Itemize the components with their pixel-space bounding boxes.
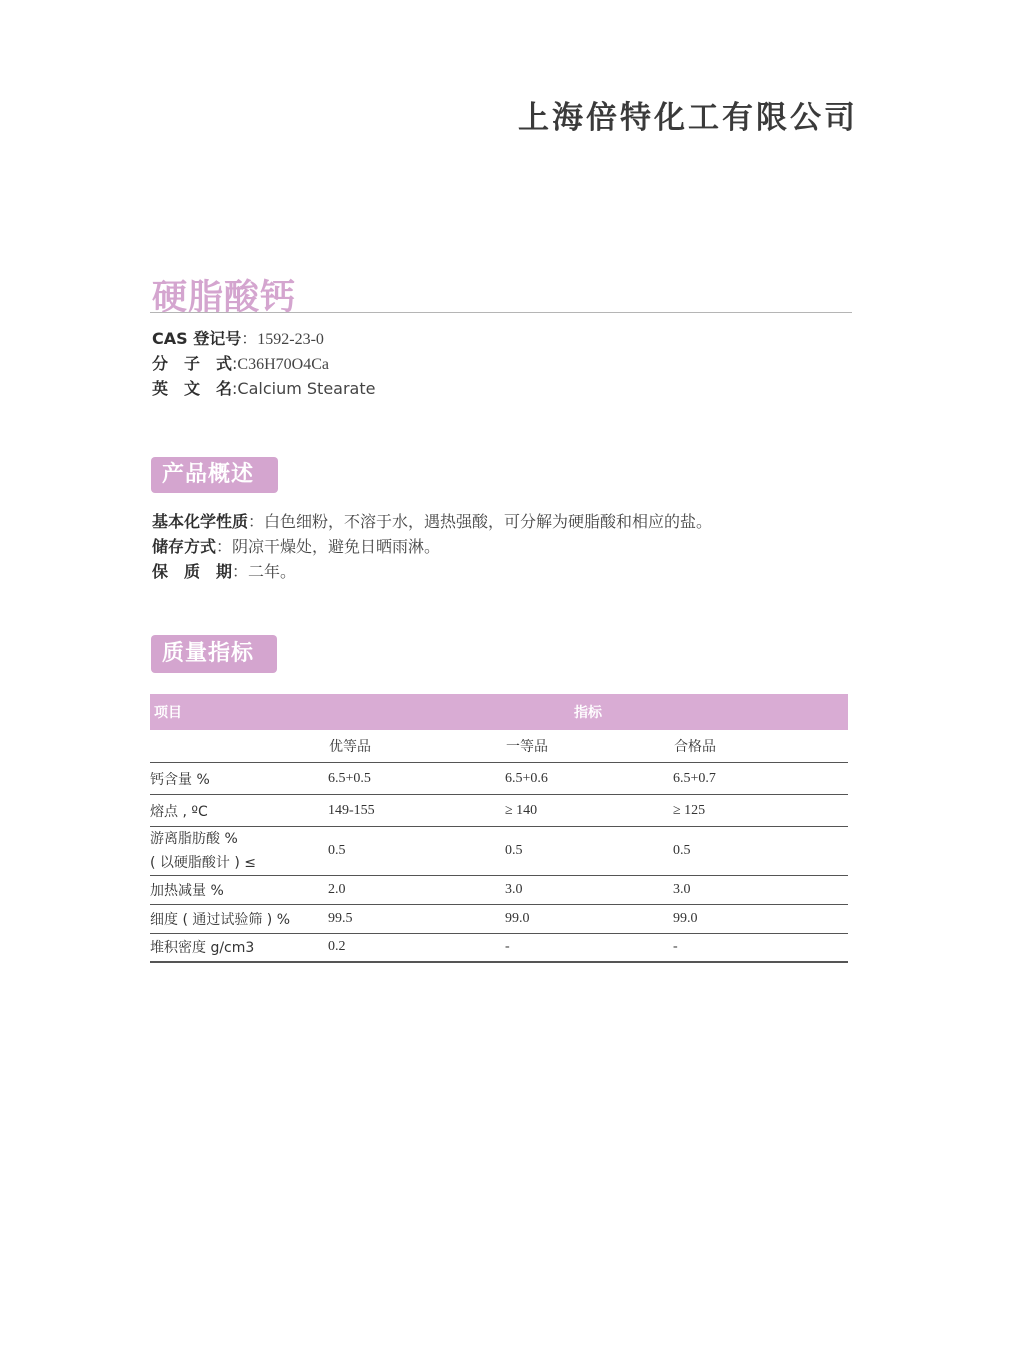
grade-header-blank <box>150 730 328 763</box>
title-divider <box>150 312 852 313</box>
value-qualified: 6.5+0.7 <box>673 763 848 795</box>
cas-line <box>152 326 324 349</box>
formula-value: C36H70O4Ca <box>237 356 329 373</box>
properties-value: 白色细粉，不溶于水，遇热强酸，可分解为硬脂酸和相应的盐。 <box>264 512 713 531</box>
row-name: 钙含量 % <box>150 763 328 795</box>
storage-separator: ： <box>216 537 233 556</box>
row-name: 加热减量 % <box>150 876 328 905</box>
grade-qualified: 合格品 <box>674 739 716 755</box>
value-qualified: 3.0 <box>673 876 848 905</box>
table-row <box>150 934 848 962</box>
row-name: 熔点 , ºC <box>150 795 328 827</box>
grade-premium: 优等品 <box>329 739 371 755</box>
shelf-life-separator: ： <box>232 562 249 581</box>
value-qualified: 0.5 <box>673 827 848 876</box>
company-name: 上海倍特化工有限公司 <box>518 100 858 136</box>
value-premium: 149-155 <box>328 795 505 827</box>
value-premium: 6.5+0.5 <box>328 763 505 795</box>
table-row <box>150 876 848 905</box>
properties-line <box>152 509 712 532</box>
value-first: ≥ 140 <box>505 795 673 827</box>
storage-value: 阴凉干燥处，避免日晒雨淋。 <box>232 537 441 556</box>
english-name-line <box>152 376 375 399</box>
shelf-life-label: 保 质 期 <box>152 562 233 581</box>
value-first: 99.0 <box>505 905 673 934</box>
storage-line <box>152 534 440 557</box>
formula-separator: : <box>232 354 238 373</box>
shelf-life-line <box>152 559 296 582</box>
english-name-label: 英 文 名 <box>152 379 233 398</box>
header-indicator: 指标 <box>328 694 848 730</box>
value-premium: 0.5 <box>328 827 505 876</box>
table-row <box>150 763 848 795</box>
grade-header-row <box>150 730 848 763</box>
cas-value: 1592-23-0 <box>257 331 324 348</box>
product-title: 硬脂酸钙 <box>152 278 297 318</box>
value-first: 3.0 <box>505 876 673 905</box>
quality-table <box>150 694 848 963</box>
quality-section-tag: 质量指标 <box>151 635 277 673</box>
value-first: 6.5+0.6 <box>505 763 673 795</box>
header-item: 项目 <box>150 694 328 730</box>
overview-section-tag: 产品概述 <box>151 457 278 493</box>
table-row <box>150 795 848 827</box>
row-name: 堆积密度 g/cm3 <box>150 934 328 962</box>
english-name-value: Calcium Stearate <box>237 379 376 398</box>
value-first: - <box>505 934 673 962</box>
value-first: 0.5 <box>505 827 673 876</box>
properties-separator: ： <box>248 512 265 531</box>
value-premium: 99.5 <box>328 905 505 934</box>
properties-label: 基本化学性质 <box>152 512 249 531</box>
value-premium: 0.2 <box>328 934 505 962</box>
row-name <box>150 827 328 876</box>
english-name-separator: : <box>232 379 238 398</box>
row-name: 细度 ( 通过试验筛 ) % <box>150 905 328 934</box>
value-qualified: ≥ 125 <box>673 795 848 827</box>
table-row <box>150 827 848 876</box>
storage-label: 储存方式 <box>152 537 217 556</box>
formula-label: 分 子 式 <box>152 354 233 373</box>
table-row <box>150 905 848 934</box>
table-header-row <box>150 694 848 730</box>
grade-first: 一等品 <box>506 739 548 755</box>
shelf-life-value: 二年。 <box>248 562 297 581</box>
row-name-line1: 游离脂肪酸 % <box>150 831 238 847</box>
cas-label: CAS 登记号 <box>152 329 242 348</box>
value-qualified: 99.0 <box>673 905 848 934</box>
value-premium: 2.0 <box>328 876 505 905</box>
value-qualified: - <box>673 934 848 962</box>
row-name-line2: ( 以硬脂酸计 ) ≤ <box>150 855 257 871</box>
formula-line <box>152 351 329 374</box>
cas-separator: ： <box>241 329 258 348</box>
